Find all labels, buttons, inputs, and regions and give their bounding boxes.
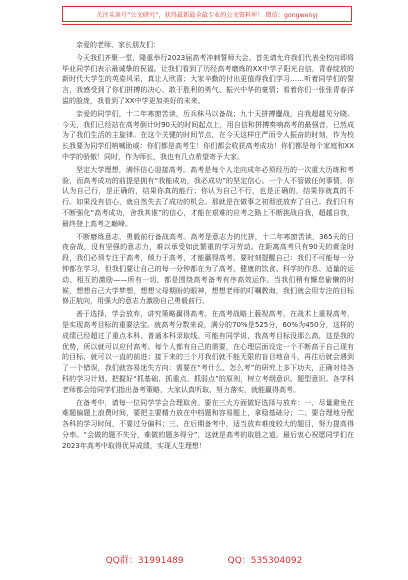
header-banner [62, 6, 352, 22]
paragraph-confidence: 坚定大学理想，满怀信心迎接高考。高考是每个人走向成年必须经历的一次重大历练和考验，而高考成功的前提是拥有“我能成功，我必成功”的坚定信心。一个人不管做任何事情，你认为自己行，是正确的，结果你真的能行；你认为自己不行，也是正确的，结果你就真的不行。如果没有信心，就自然失去了成功的机会。那就是在做事之初彻底放弃了自己。我们只有不断强化“高考成功，舍我其谁”的信心，才能在艰难的应考之路上不断挑战自我，超越自我，最终登上高考之巅峰。 [62, 165, 354, 228]
paragraph-tradeoffs: 在备考中，请每一位同学学会合理取舍。要在三大方面做好选择与放弃：一、尽量避免在难题偏题上浪费时间，要把主要精力放在中档题和容易题上，拿稳基础分；二、要合理地分配各科的学习时间，不要过分偏科；三、在后期备考中，适当放弃难度较大的题目，努力提高得分率。“会做的题不失分，难做的题多得分”，这就是高考的取胜之道。最后衷心祝愿同学们在2023年高考中取得优异成绩，实现人生理想！ [62, 398, 354, 450]
footer [0, 553, 408, 566]
paragraph-strategy: 善于选择，学会放弃，讲究策略赢得高考。在高考战略上藐视高考，在战术上重视高考，是实现高考目标的重要法宝。就高考分数来说，满分的70%是525分，60%为450分，这样的成绩已经超过了重点本科、普通本科录取线。可能有同学说，我高考目标没那么高，这是我的优势，所以就可以应付高考。每个人都有自己的需要，在心理层面设定一个不断高于自己现有的目标，就可以一直的前进；接下来的三个月我们就不能无限的盲目地奋斗，再往后就会遇到了一个错误，我们就容易迷失方向：需要在“考什么、怎么考”的研究上多下功夫，正确对待各科的学习计划。把握好“抓基础、抓重点、抓弱点”的原则，树立考纲意识、题型意识。各学科老师都会给同学们指出备考策略，大家认真听取、努力落实，就能赢得高考。 [62, 310, 354, 394]
paragraph-opening: 今天我们齐聚一堂，隆重举行2023届高考冲刺誓师大会。首先请允许我们代表全校向即将毕业同学们表示最诚挚的祝福。让我们看到了历经高考磨炼的XX中学子阳光自信，青春绽放的新时代大学生的英姿风采，真让人欣喜；大家辛勤的付出更值得我们学习……听着同学们的誓言，我感受到了你们拼搏的决心、敢于胜利的勇气、振兴中华的豪情；看着你们一张张青春洋溢的脸庞，我看到了XX中学更加美好的未来。 [62, 53, 354, 105]
greeting: 亲爱的老师、家长朋友们： [76, 41, 160, 49]
document-body [62, 40, 354, 453]
paragraph-willpower: 不断磨练意志，勇毅前行备战高考。高考是意志力的比拼，十二年寒窗苦读，365天的日夜奋战，没有坚强的意志力，难以承受如此繁重的学习劳动。在距离高考只有90天的黄金时段，我们必须专注于高考，倾力于高考，才能赢得高考。要时刻提醒自己：我们不可能每一分钟都在学习，但我们要让自己的每一分钟都在为了高考。健康的饮食、科学的作息、适量的运动、相互的激励——所有一切，都是围绕高考备考有序高效运作。当我们稍有懈怠偷懒的时候，想想自己大学梦想，想想父母期盼的眼神，想想老师的叮嘱教诲，我们就会用专注的目标修正航向，用强大的意志力激励自己勇毅前行。 [62, 232, 354, 306]
footer-qq-group: QQ群：31991489 [105, 556, 184, 566]
footer-qq: QQ：535304092 [227, 556, 303, 566]
banner-text: 关注头条号“公文研究”，获得最新最全最专业的公文资料库！ 微信：gongwenyj [96, 11, 318, 19]
header-divider [62, 24, 352, 25]
paragraph-address: 亲爱的同学们，十二年寒窗苦读，历兵秣马以备战；九十天拼搏鏖战，自我超越见分晓。今天，我们已经站在高考倒计时90天的时间起点上，用自信和拼搏奏响高考的最强音，已然成为了我们生活的主旋律。在这个关键的时间节点，在今天这样庄严而令人振奋的时刻，作为校长我要为同学们呐喊助威：你们都是高考生！你们都会收获高考成功！你们都是每个家庭和XX中学的骄傲！同时，作为师长，我也有几点希望寄予大家。 [62, 109, 354, 161]
